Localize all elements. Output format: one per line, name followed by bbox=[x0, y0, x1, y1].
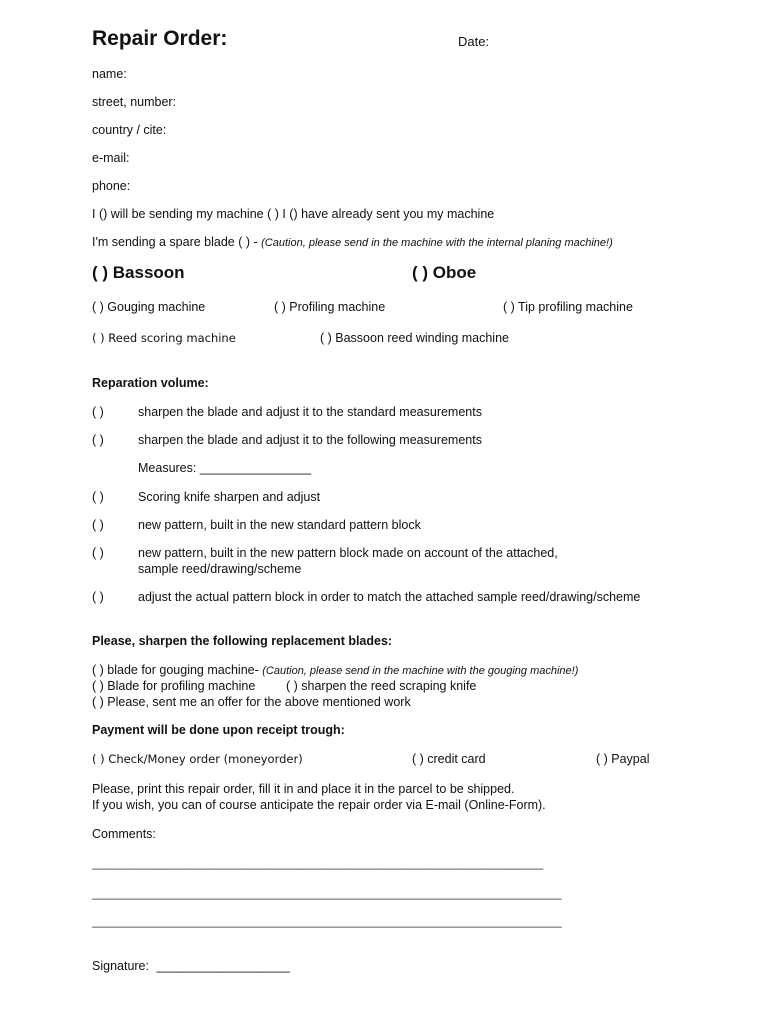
spare-blade-line bbox=[92, 235, 613, 249]
tip-profiling-machine-option: ( ) Tip profiling machine bbox=[503, 300, 633, 314]
comment-line: _________________________________________________________________________ bbox=[92, 856, 543, 870]
reparation-mark: ( ) bbox=[92, 546, 104, 560]
reparation-mark: ( ) bbox=[92, 590, 104, 604]
gouging-blade-line bbox=[92, 663, 578, 677]
instructions-line-1: Please, print this repair order, fill it in and place it in the parcel to be shipped. bbox=[92, 782, 515, 796]
spare-blade-text: I'm sending a spare blade ( ) - bbox=[92, 235, 262, 249]
reparation-item: new pattern, built in the new standard pattern block bbox=[138, 518, 421, 532]
reparation-item: adjust the actual pattern block in order to match the attached sample reed/drawing/scheme bbox=[138, 590, 641, 604]
credit-card-option: ( ) credit card bbox=[412, 752, 486, 766]
street-field-label: street, number: bbox=[92, 95, 177, 109]
bassoon-option: ( ) Bassoon bbox=[92, 263, 185, 282]
reparation-item: sharpen the blade and adjust it to the standard measurements bbox=[138, 405, 482, 419]
scraping-knife-option: ( ) sharpen the reed scraping knife bbox=[286, 679, 477, 693]
signature-blank: ____________________ bbox=[156, 959, 290, 973]
signature-label: Signature: bbox=[92, 959, 149, 973]
comments-label: Comments: bbox=[92, 827, 156, 841]
reparation-mark: ( ) bbox=[92, 518, 104, 532]
blades-heading: Please, sharpen the following replacement blades: bbox=[92, 634, 393, 648]
offer-option: ( ) Please, sent me an offer for the above mentioned work bbox=[92, 695, 411, 709]
phone-field-label: phone: bbox=[92, 179, 131, 193]
reed-scoring-machine-option: ( ) Reed scoring machine bbox=[92, 331, 236, 345]
spare-blade-note: (Caution, please send in the machine with the internal planing machine!) bbox=[261, 237, 613, 249]
reparation-item-continued: sample reed/drawing/scheme bbox=[138, 562, 302, 576]
date-label: Date: bbox=[458, 34, 490, 49]
reparation-item: new pattern, built in the new pattern block made on account of the attached, bbox=[138, 546, 558, 560]
comment-line: ____________________________________________________________________________ bbox=[92, 886, 562, 900]
reparation-item: sharpen the blade and adjust it to the following measurements bbox=[138, 433, 482, 447]
reparation-mark: ( ) bbox=[92, 490, 104, 504]
country-field-label: country / cite: bbox=[92, 123, 167, 137]
comment-line: ____________________________________________________________________________ bbox=[92, 914, 562, 928]
check-money-order-option: ( ) Check/Money order (moneyorder) bbox=[92, 752, 303, 766]
gouging-blade-note: (Caution, please send in the machine with the gouging machine!) bbox=[262, 665, 579, 677]
gouging-blade-text: ( ) blade for gouging machine- bbox=[92, 663, 263, 677]
signature-line bbox=[92, 959, 290, 973]
reparation-mark: ( ) bbox=[92, 405, 104, 419]
paypal-option: ( ) Paypal bbox=[596, 752, 650, 766]
name-field-label: name: bbox=[92, 67, 127, 81]
page-title: Repair Order: bbox=[92, 27, 228, 50]
reparation-mark: ( ) bbox=[92, 433, 104, 447]
machine-shipping-line: I () will be sending my machine ( ) I () have already sent you my machine bbox=[92, 207, 495, 221]
payment-heading: Payment will be done upon receipt trough: bbox=[92, 723, 345, 737]
email-field-label: e-mail: bbox=[92, 151, 130, 165]
gouging-machine-option: ( ) Gouging machine bbox=[92, 300, 206, 314]
profiling-machine-option: ( ) Profiling machine bbox=[274, 300, 386, 314]
oboe-option: ( ) Oboe bbox=[412, 263, 477, 282]
reparation-heading: Reparation volume: bbox=[92, 376, 209, 390]
instructions-line-2: If you wish, you can of course anticipate the repair order via E-mail (Online-Form). bbox=[92, 798, 546, 812]
reed-winding-machine-option: ( ) Bassoon reed winding machine bbox=[320, 331, 509, 345]
reparation-item: Scoring knife sharpen and adjust bbox=[138, 490, 321, 504]
profiling-blade-option: ( ) Blade for profiling machine bbox=[92, 679, 256, 693]
measures-line: Measures: ________________ bbox=[138, 461, 312, 475]
